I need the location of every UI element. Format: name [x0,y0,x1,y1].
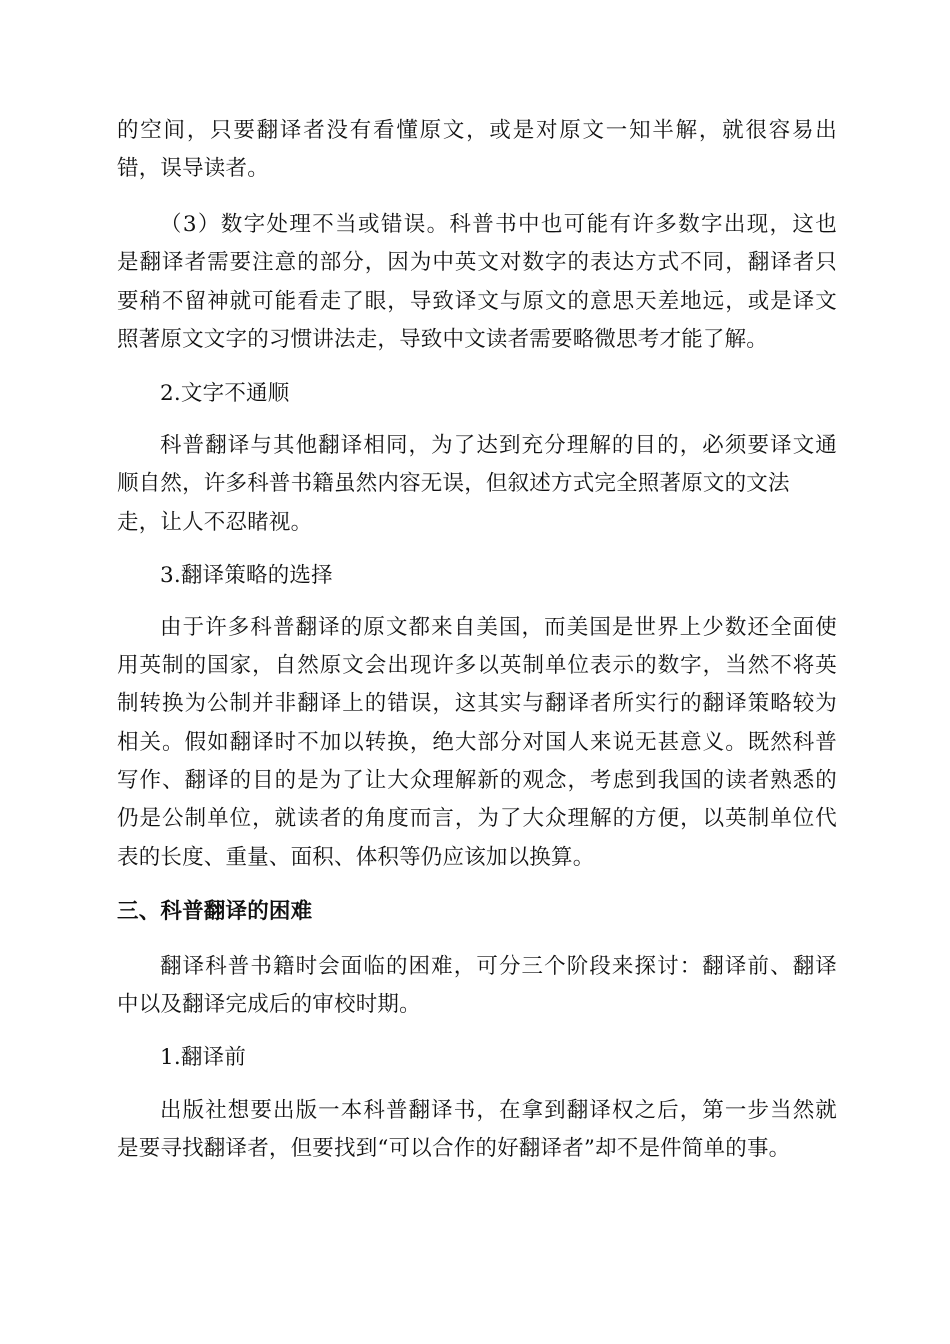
text-line: 照著原文文字的习惯讲法走，导致中文读者需要略微思考才能了解。 [117,327,769,352]
text-line: 翻译科普书籍时会面临的困难，可分三个阶段来探讨：翻译前、翻译 [160,954,837,979]
text-line: 要稍不留神就可能看走了眼，导致译文与原文的意思天差地远，或是译文 [117,289,837,314]
text-line: 写作、翻译的目的是为了让大众理解新的观念，考虑到我国的读者熟悉的 [117,768,837,793]
text-line: 的空间，只要翻译者没有看懂原文，或是对原文一知半解，就很容易出 [117,118,837,143]
text-line: 出版社想要出版一本科普翻译书，在拿到翻译权之后，第一步当然就 [160,1098,837,1123]
text-line: 走，让人不忍睹视。 [117,510,313,535]
text-line: 错，误导读者。 [117,156,269,181]
text-line: 相关。假如翻译时不加以转换，绝大部分对国人来说无甚意义。既然科普 [117,730,837,755]
section-heading: 三、科普翻译的困难 [117,899,313,924]
text-line: 科普翻译与其他翻译相同，为了达到充分理解的目的，必须要译文通 [160,433,837,458]
text-line: 表的长度、重量、面积、体积等仍应该加以换算。 [117,845,595,870]
text-line: 顺自然，许多科普书籍虽然内容无误，但叙述方式完全照著原文的文法 [117,471,790,496]
text-line: 用英制的国家，自然原文会出现许多以英制单位表示的数字，当然不将英 [117,653,837,678]
text-line: 是要寻找翻译者，但要找到“可以合作的好翻译者”却不是件简单的事。 [117,1136,791,1161]
text-line: 是翻译者需要注意的部分，因为中英文对数字的表达方式不同，翻译者只 [117,250,837,275]
subsection-heading: 2.文字不通顺 [160,381,290,406]
text-line: （3）数字处理不当或错误。科普书中也可能有许多数字出现，这也 [160,212,837,237]
text-line: 中以及翻译完成后的审校时期。 [117,992,421,1017]
text-line: 制转换为公制并非翻译上的错误，这其实与翻译者所实行的翻译策略较为 [117,691,837,716]
subsection-heading: 1.翻译前 [160,1045,247,1070]
subsection-heading: 3.翻译策略的选择 [160,563,333,588]
text-line: 仍是公制单位，就读者的角度而言，为了大众理解的方便，以英制单位代 [117,806,837,831]
text-line: 由于许多科普翻译的原文都来自美国，而美国是世界上少数还全面使 [160,615,837,640]
